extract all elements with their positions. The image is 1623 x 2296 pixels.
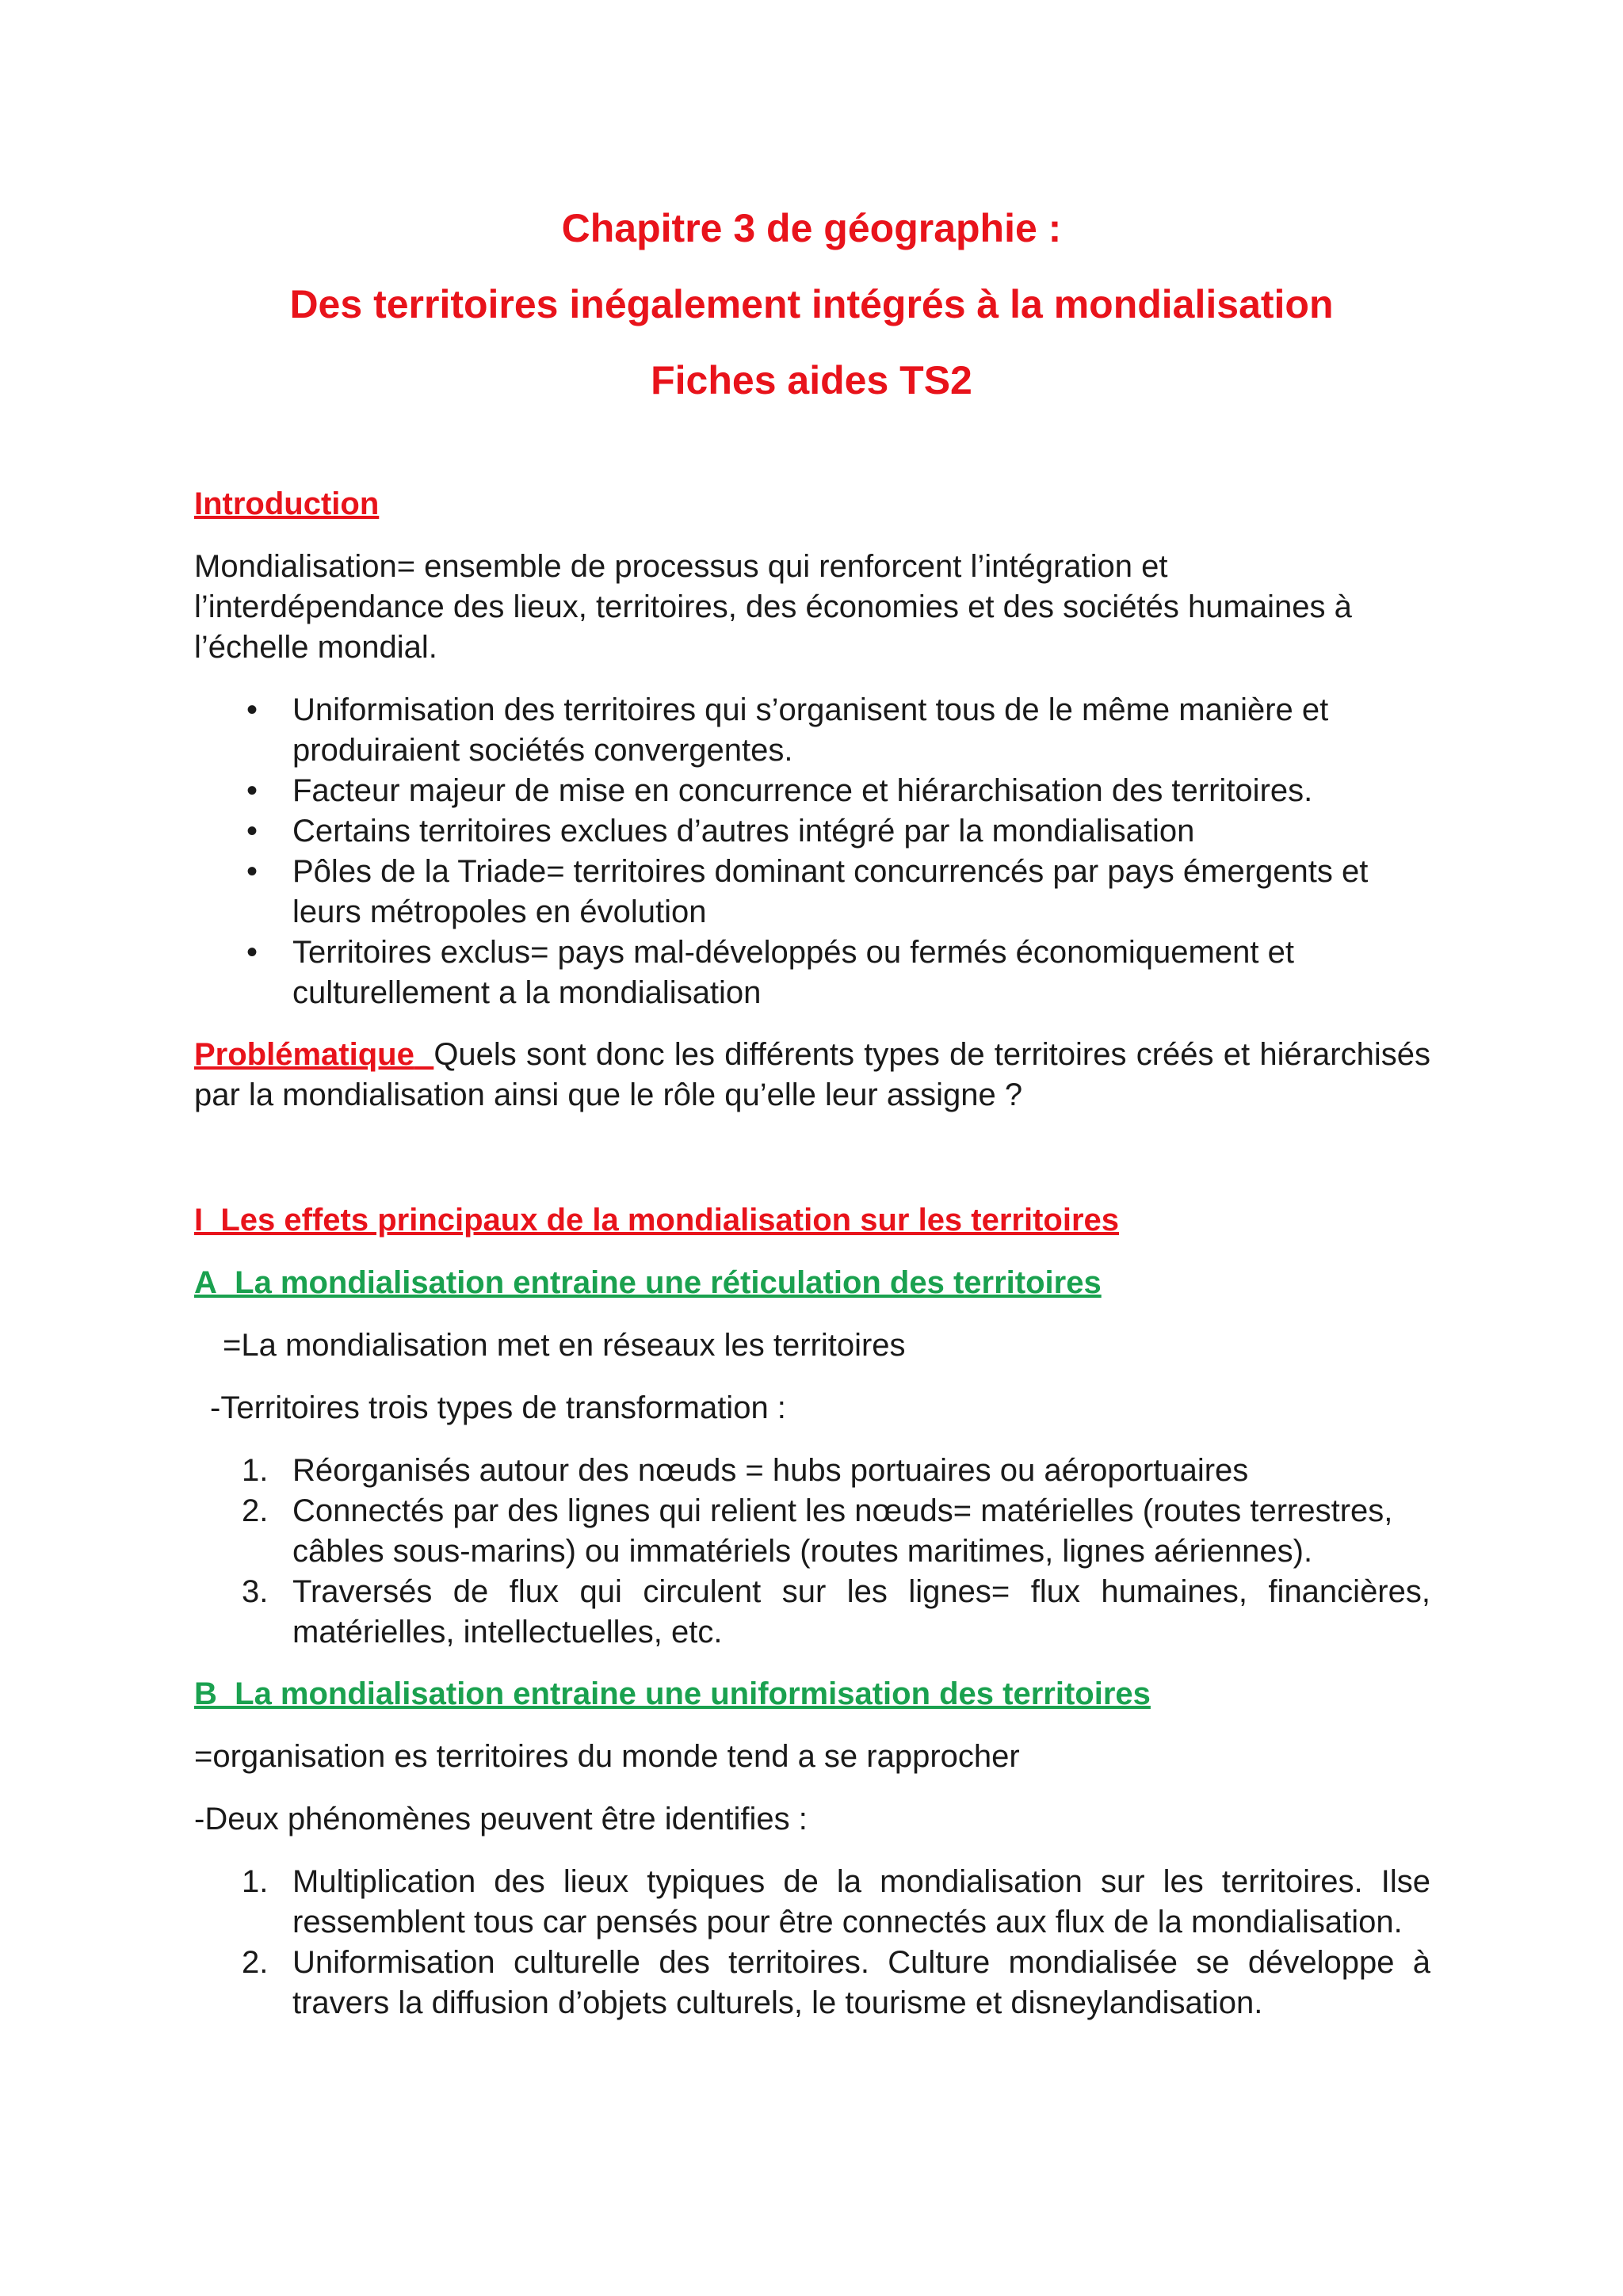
introduction-bullet-list [194, 690, 1430, 1013]
list-number: 2. [242, 1493, 269, 1528]
bullet-icon: • [246, 814, 258, 849]
introduction-heading: Introduction [194, 486, 380, 521]
list-item: • Certains territoires exclues d’autres intégré par la mondialisation [194, 811, 1430, 852]
list-item: 2. Uniformisation culturelle des territoires. Culture mondialisée se développe à travers la diffusion d’objets culturels, le tourisme et disneylandisation. [194, 1943, 1430, 2023]
bullet-icon: • [246, 935, 258, 970]
mondialisation-definition: Mondialisation= ensemble de processus qui renforcent l’intégration et l’interdépendance des lieux, territoires, des économies et des sociétés humaines à l’échelle mondial. [194, 549, 1352, 665]
list-item: 2. Connectés par des lignes qui relient les nœuds= matérielles (routes terrestres, câbles sous-marins) ou immatériels (routes maritimes, lignes aériennes). [194, 1491, 1430, 1572]
document-title [0, 190, 1623, 418]
sectionB-line-2: -Deux phénomènes peuvent être identifies : [194, 1802, 808, 1836]
list-item: 1. Multiplication des lieux typiques de la mondialisation sur les territoires. Ilse ressemblent tous car pensés pour être connectés aux flux de la mondialisation. [194, 1862, 1430, 1943]
problematique-label: Problématique [194, 1037, 414, 1072]
bullet-icon: • [246, 692, 258, 727]
title-line-1: Chapitre 3 de géographie : [561, 206, 1062, 250]
sectionA-heading: A_La mondialisation entraine une réticulation des territoires [194, 1265, 1102, 1300]
sectionB-heading: B_La mondialisation entraine une uniformisation des territoires [194, 1676, 1151, 1711]
bullet-icon: • [246, 854, 258, 889]
list-number: 1. [242, 1453, 269, 1488]
sectionA-line-2: -Territoires trois types de transformation : [210, 1390, 786, 1425]
sectionA-line-1: =La mondialisation met en réseaux les territoires [223, 1328, 906, 1363]
list-item: 3. Traversés de flux qui circulent sur les lignes= flux humaines, financières, matérielles, intellectuelles, etc. [194, 1572, 1430, 1653]
list-item: 1. Réorganisés autour des nœuds = hubs portuaires ou aéroportuaires [194, 1451, 1430, 1491]
list-number: 1. [242, 1864, 269, 1899]
bullet-icon: • [246, 773, 258, 808]
title-line-3: Fiches aides TS2 [651, 358, 972, 402]
list-number: 2. [242, 1945, 269, 1980]
title-line-2: Des territoires inégalement intégrés à la mondialisation [289, 282, 1334, 326]
problematique-paragraph [194, 1035, 1430, 1116]
list-number: 3. [242, 1574, 269, 1609]
list-item: • Uniformisation des territoires qui s’organisent tous de le même manière et produiraient sociétés convergentes. [194, 690, 1430, 771]
part1-heading: I_Les effets principaux de la mondialisation sur les territoires [194, 1203, 1120, 1238]
sectionB-line-1: =organisation es territoires du monde tend a se rapprocher [194, 1739, 1020, 1774]
list-item: • Pôles de la Triade= territoires dominant concurrencés par pays émergents et leurs métropoles en évolution [194, 852, 1430, 933]
document-page [194, 190, 1430, 2023]
sectionB-numbered-list [194, 1862, 1430, 2023]
problematique-text: Quels sont donc les différents types de territoires créés et hiérarchisés par la mondialisation ainsi que le rôle qu’elle leur assigne ? [194, 1037, 1430, 1112]
list-item: • Territoires exclus= pays mal-développés ou fermés économiquement et culturellement a la mondialisation [194, 933, 1430, 1013]
list-item: • Facteur majeur de mise en concurrence et hiérarchisation des territoires. [194, 771, 1430, 811]
sectionA-numbered-list [194, 1451, 1430, 1653]
